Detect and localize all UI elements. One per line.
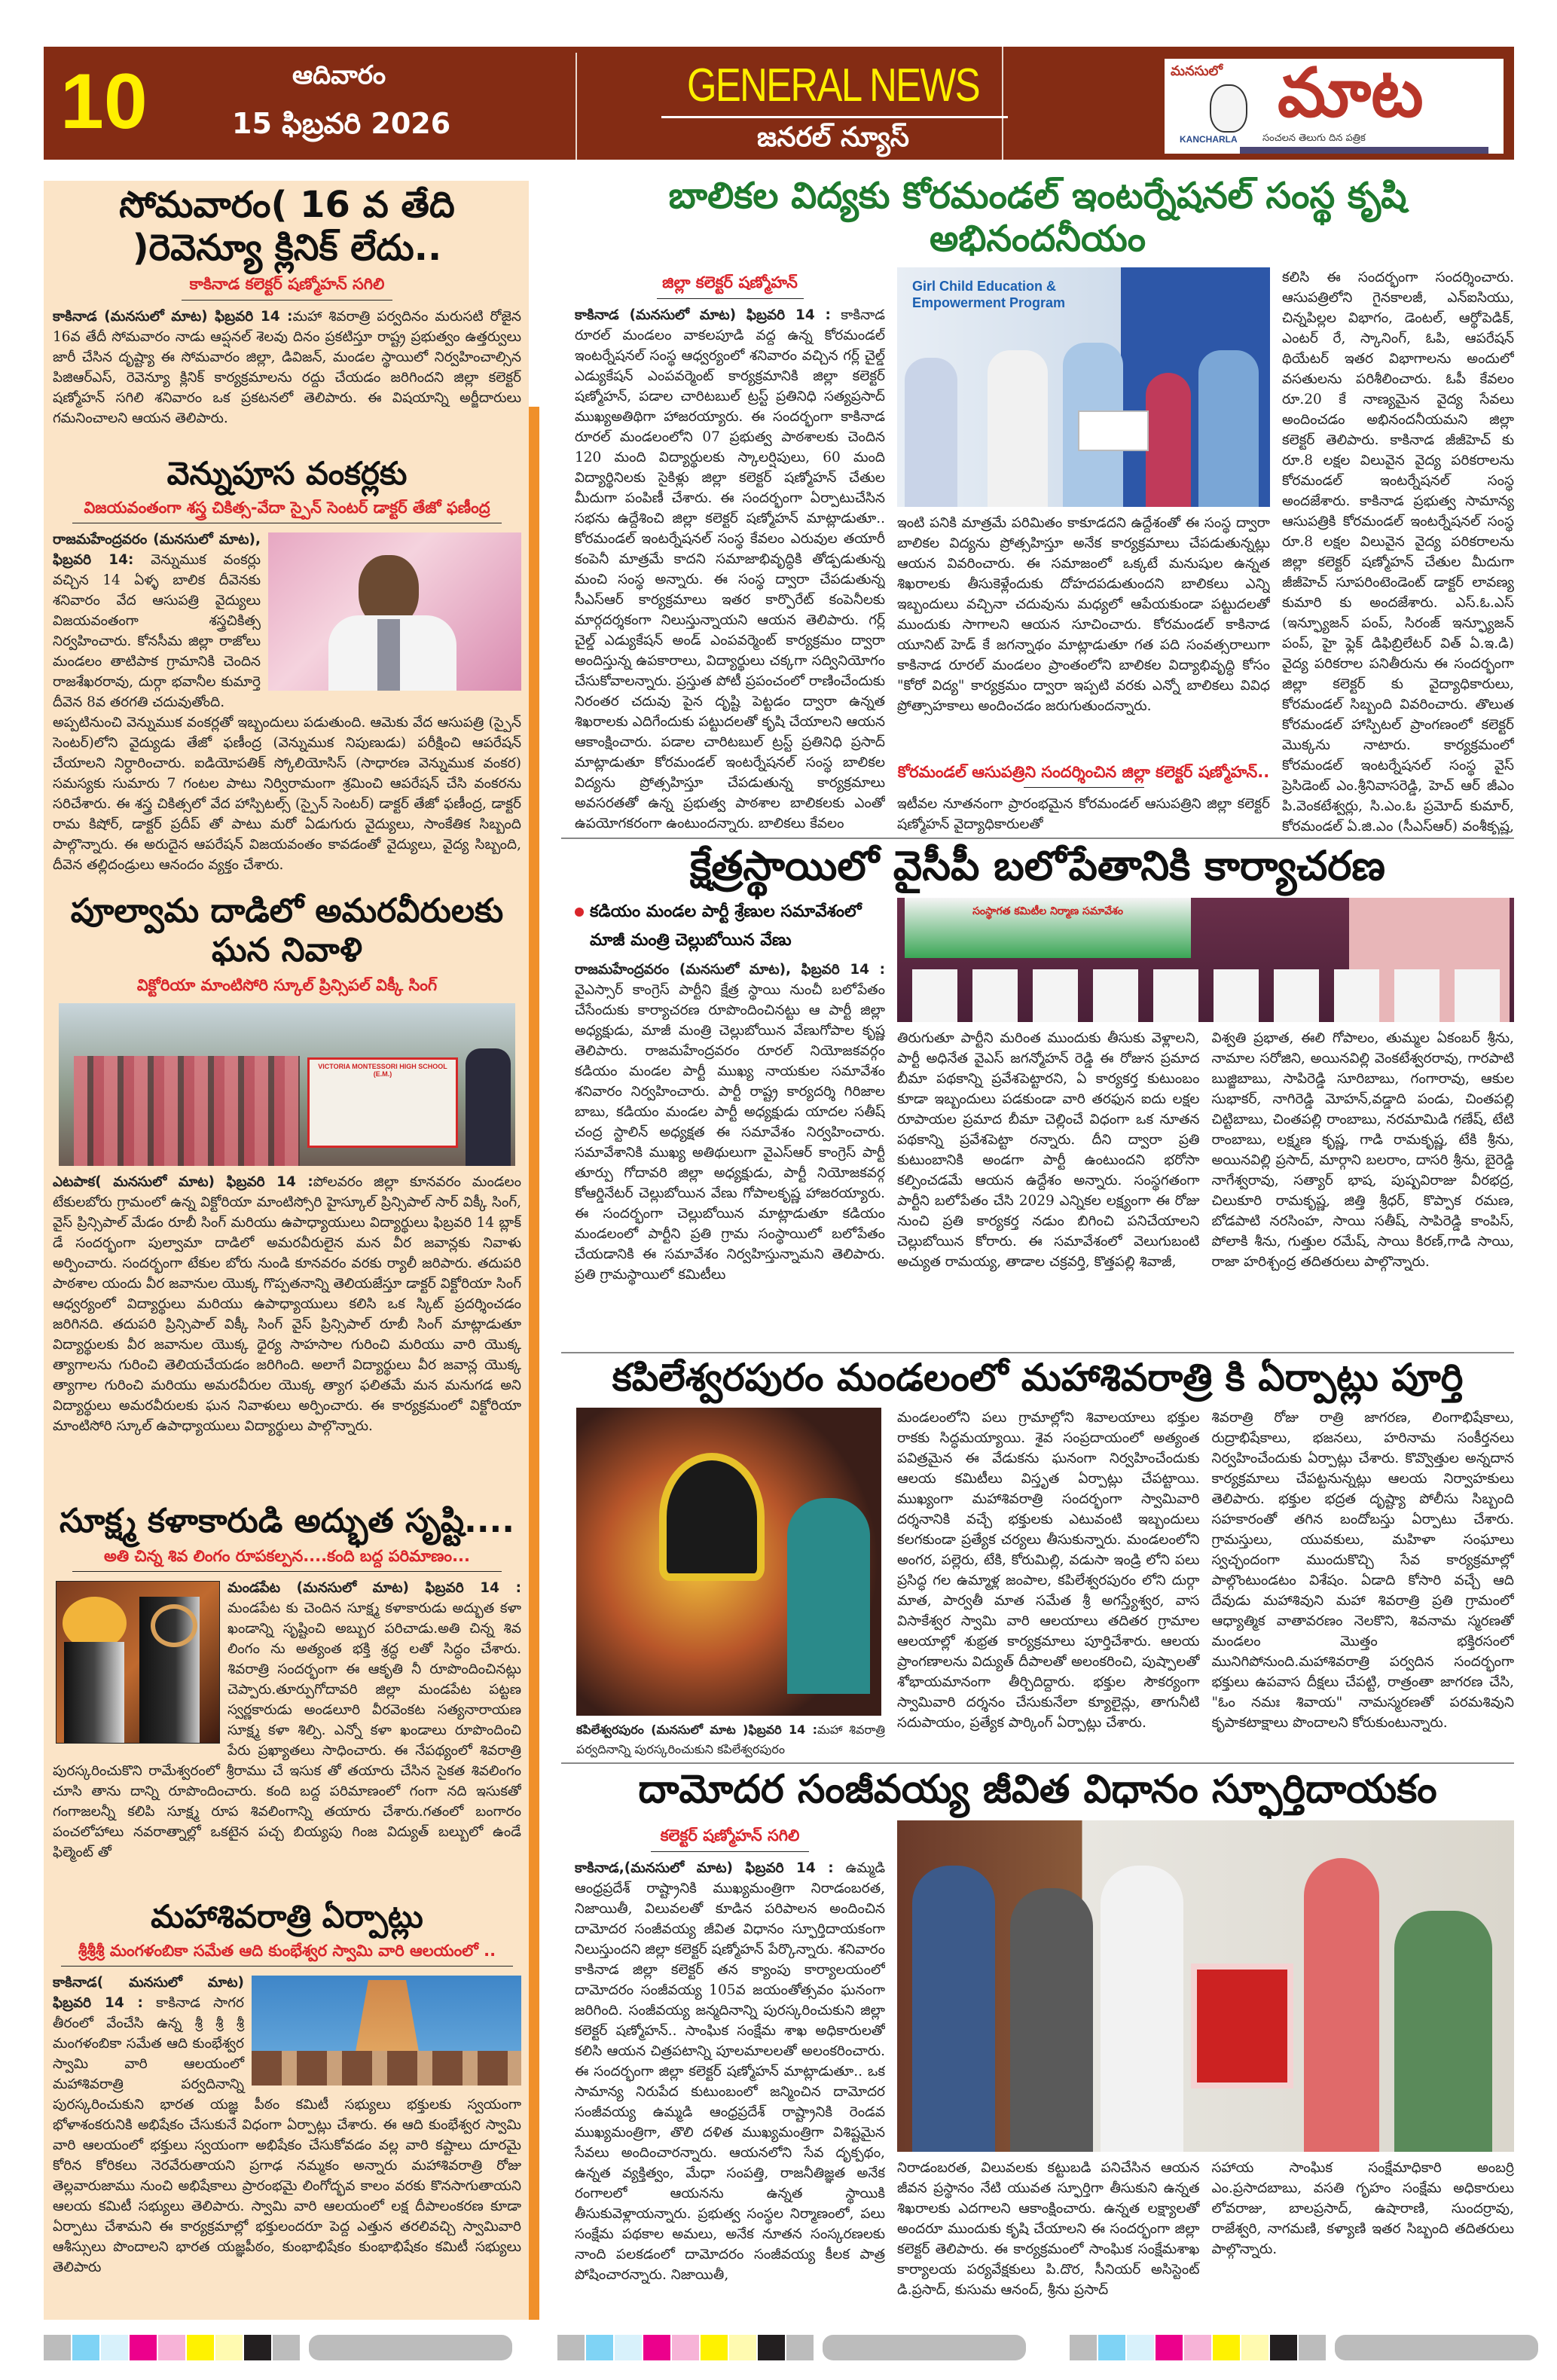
headline-spine: వెన్నుపూస వంకర్లకు	[166, 455, 408, 492]
story-pulwama	[53, 892, 521, 1499]
article-body	[575, 960, 885, 1349]
article-kapileswarapuram	[561, 1356, 1514, 1759]
headline-damodara-sanjeevaiah: దామోదర సంజీవయ్య జీవిత విధానం స్ఫూర్తిదాయకం	[638, 1767, 1437, 1812]
gray-pill-swatch	[309, 2335, 512, 2360]
story-spine	[53, 455, 521, 889]
color-swatch	[72, 2335, 99, 2360]
article-body	[53, 1578, 521, 1895]
day-label: ఆదివారం	[292, 60, 386, 90]
subheadline-hospital-visit: కోరమండల్ ఆసుపత్రిని సందర్శించిన జిల్లా కలెక్టర్ షణ్మోహన్..	[897, 762, 1270, 781]
temple-photo	[252, 1976, 521, 2086]
color-swatch	[643, 2335, 670, 2360]
section-divider	[561, 1762, 1514, 1764]
article-body-continued: ఈ ఆది కుంభేశ్వర స్వామి వారి ఆలయంలో భక్తులు స్వయంగా అభిషేకం చేసుకోవడం వల్ల వారి కష్టాలు దూరమై కోరిన కోరికలు నెరవేరుతాయని ప్రగాఢ నమ్మకం అన్నారు మహాశివరాత్రి రోజు తెల్లవారుజాము నుంచి అభిషేకాలు ప్రారంభమై లింగోద్భవ కాలం వరకు కొనసాగుతాయని ఆలయ కమిటీ సభ్యులు తెలిపారు. స్వామి వారి ఆలయంలో లక్ష దీపాలంకరణ కూడా ఏర్పాటు చేశామని ఈ కార్యక్రమాల్లో భక్తులందరూ పెద్ద ఎత్తున తరలివచ్చి స్వామివారి ఆశీస్సులు పొందాలని భారత యజ్ఞపీఠం, కుంభాభిషేకం కుంభాభిషేకం కమిటీ సభ్యులు తెలిపారు	[53, 2116, 521, 2275]
color-swatch	[786, 2335, 814, 2360]
meeting-banner: సంస్థాగత కమిటీల నిర్మాణ సమావేశం	[905, 898, 1191, 958]
article-body-col2: నిరాడంబరత, విలువలకు కట్టుబడి పనిచేసిన ఆయన జీవన ప్రస్థానం నేటి యువత స్ఫూర్తిగా తీసుకుని ఉన్నత శిఖరాలకు ఎదగాలని ఆకాంక్షించారు. ఉన్నత లక్ష్యాలతో అందరూ ముందుకు కృషి చేయాలని ఈ సందర్భంగా జిల్లా కలెక్టర్ తెలిపారు. ఈ కార్యక్రమంలో సాంఘిక సంక్షేమశాఖ కార్యాలయ పర్యవేక్షకులు పి.దొర, సీనియర్ అసిస్టెంట్ డి.ప్రసాద్, కుసుమ ఆనంద్, శ్రీను ప్రసాద్	[897, 2160, 1200, 2299]
orange-accent-bar	[529, 407, 539, 2320]
dateline: కపిలేశ్వరపురం (మనసులో మాట )ఫిబ్రవరి 14 :	[576, 1722, 817, 1737]
story-shivaratri-arrangements	[53, 1898, 521, 2317]
doctor-photo	[268, 532, 521, 691]
color-swatch	[187, 2335, 214, 2360]
gray-pill-swatch	[1335, 2335, 1538, 2360]
color-swatch	[586, 2335, 613, 2360]
color-swatch	[158, 2335, 185, 2360]
dateline: ఎటపాక( మనసులో మాట) ఫిబ్రవరి 14 :	[53, 1174, 313, 1191]
dateline: కాకినాడ (మనసులో మాట) ఫిబ్రవరి 14 :	[53, 308, 293, 325]
color-swatch	[672, 2335, 699, 2360]
subheadline: విజయవంతంగా శస్త్ర చికిత్స-వేదా స్పైన్ సెంటర్ డాక్టర్ తేజో ఫణీంద్ర	[84, 498, 490, 517]
bullet-point	[575, 898, 885, 955]
rule	[61, 1966, 513, 1967]
subheadline: శ్రీశ్రీశ్రీ మంగళంబికా సమేత ఆది కుంభేశ్వర స్వామి వారి ఆలయంలో ..	[78, 1941, 496, 1960]
section-divider	[561, 838, 1514, 839]
article-body-col3: శివరాత్రి రోజు రాత్రి జాగరణ, లింగాభిషేకాలు, రుద్రాభిషేకాలు, భజనలు, హరినామ సంకీర్తనలు నిర్వహించేందుకు ఏర్పాట్లు చేశారు. కొవ్వొత్తుల అన్నదాన కార్యక్రమాలు చేపట్టనున్నట్లు ఆలయ నిర్వాహకులు తెలిపారు. భక్తుల భద్రత దృష్ట్యా పోలీసు సిబ్బంది సహకారంతో తగిన బందోబస్తు ఏర్పాటు చేశారు. గ్రామస్తులు, యువకులు, మహిళా సంఘాలు స్వచ్ఛందంగా ముందుకొచ్చి సేవ కార్యక్రమాల్లో పాల్గొంటుండటం విశేషం. ఏడాది కోసారి వచ్చే ఆది దేవుడు మహాశివుని మహా శివరాత్రి ప్రతి గ్రామంలో ఆధ్యాత్మిక వాతావరణం నెలకొని, శివనామ స్మరణతో మండలం మొత్తం భక్తిరసంలో మునిగిపోనుంది.మహాశివరాత్రి పర్వదిన సందర్భంగా భక్తులు ఉపవాస దీక్షలు చేపట్టి, రాత్రంతా జాగరణ చేసి, "ఓం నమః శివాయ" నామస్మరణతో పరమశివుని కృపాకటాక్షాలు పొందాలని కోరుకుంటున్నారు.	[1211, 1410, 1514, 1731]
article-body	[53, 1973, 521, 2317]
rally-photo	[59, 1003, 515, 1166]
byline: కలెక్టర్ షణ్మోహన్ సగిలి	[660, 1826, 800, 1845]
logo-tagline: సంచలన తెలుగు దిన పత్రిక	[1262, 133, 1366, 144]
article-body-col2: మండలంలోని పలు గ్రామాల్లోని శివాలయాలు భక్తుల రాకకు సిద్ధమయ్యాయి. శైవ సంప్రదాయంలో అత్యంత పవిత్రమైన ఈ వేడుకను ఘనంగా నిర్వహించేందుకు ఆలయ కమిటీలు విస్తృత ఏర్పాట్లు చేపట్టాయి. ముఖ్యంగా మహాశివరాత్రి సందర్భంగా స్వామివారి దర్శనానికి వచ్చే భక్తులకు ఎటువంటి ఇబ్బందులు కలగకుండా ప్రత్యేక చర్యలు తీసుకున్నారు. మండలంలోని అంగర, పల్లెరు, టేకి, కోరుమిల్లి, వడుసా ఇండ్రి లోని పలు ప్రసిద్ధ గల ఉమ్మాళ్ల జంపాల, కపిలేశ్వరపురం లోని దుర్గా మాత, పార్వతీ మాత సమేత శ్రీ అగస్త్యేశ్వర, వాస విసాకేశ్వర స్వామి వారి ఆలయాలు తదితర గ్రామాల ఆలయాల్లో శుభ్రత కార్యక్రమాలు పూర్తిచేశారు. ఆలయ ప్రాంగణాలను విద్యుత్ దీపాలతో అలంకరించి, పుష్పాలతో శోభాయమానంగా తీర్చిదిద్దారు. భక్తుల సౌకర్యంగా స్వామివారి దర్శనం చేసుకునేలా క్యూలైన్లు, తాగునీటి సదుపాయం, ప్రత్యేక పార్కింగ్ ఏర్పాట్లు చేశారు.	[897, 1410, 1200, 1731]
section-rule	[661, 116, 1008, 118]
rule	[1024, 787, 1144, 788]
article-coromandel	[561, 175, 1514, 835]
logo-bar	[1240, 147, 1488, 154]
body-text: కాకినాడ సాగర తీరంలో వేంచేసి ఉన్న శ్రీ శ్రీ శ్రీ మంగళంబికా సమేత ఆది కుంభేశ్వర స్వామి వారి ఆలయంలో మహాశివరాత్రి పర్వదినాన్ని పురస్కరించుకుని భారత యజ్ఞ పీఠం కమిటీ సభ్యులు భక్తులకు స్వయంగా భోళాశంకరునికి అభిషేకం చేసుకునే విధంగా ఏర్పాట్లు చేశారు.	[53, 1994, 521, 2133]
gray-pill-swatch	[823, 2335, 1026, 2360]
color-swatch	[130, 2335, 157, 2360]
rule	[657, 298, 804, 299]
color-swatch	[1098, 2335, 1125, 2360]
story-micro-art	[53, 1502, 521, 1895]
body-text: వైఎస్సార్ కాంగ్రెస్ పార్టీని క్షేత్ర స్థాయి నుంచీ బలోపేతం చేసేందుకు కార్యాచరణ రూపొందించినట్టు ఆ పార్టీ జిల్లా అధ్యక్షుడు, మాజీ మంత్రి చెల్లుబోయిన వేణుగోపాల కృష్ణ తెలిపారు. రాజమహేంద్రవరం రూరల్ నియోజకవర్గం కడియం మండల పార్టీ ముఖ్య నాయకుల సమావేశం శనివారం నిర్వహించారు. పార్టీ రాష్ట్ర కార్యదర్శి గిరిజాల బాబు, కడియం మండల పార్టీ అధ్యక్షుడు యాదల సతీష్ చంద్ర స్టాలిన్ అధ్యక్షత ఈ సమావేశం నిర్వహించారు. సమావేశానికి ముఖ్య అతిథులుగా వైఎస్ఆర్ కాంగ్రెస్ పార్టీ తూర్పు గోదావరి జిల్లా అధ్యక్షుడు, పార్టీ నియోజకవర్గ కోఆర్డినేటర్ చెల్లుబోయిన వేణు గోపాలకృష్ణ హాజరయ్యారు. ఈ సందర్భంగా చెల్లుబోయిన మాట్లాడుతూ కడియం మండలంలో పార్టీని ప్రతి గ్రామ సంస్థాయిలో బలోపేతం చేయడానికి ఈ సమావేశం నిర్వహిస్తున్నామని తెలిపారు. ప్రతి గ్రామస్థాయిలో కమిటీలు	[575, 981, 885, 1283]
body-text: కాకినాడ రూరల్ మండలం వాకలపూడి వద్ద ఉన్న కోరమండల్ ఇంటర్నేషనల్ సంస్థ ఆధ్వర్యంలో శనివారం వచ్చిన గర్ల్ చైల్డ్ ఎడ్యుకేషన్ ఎంపవర్మెంట్ కార్యక్రమానికి జిల్లా కలెక్టర్ షణ్మోహన్, పడాల చారిటబుల్ ట్రస్ట్ ప్రతినిధి సత్యప్రసాద్ ముఖ్యఅతిథిగా హాజరయ్యారు. ఈ సందర్భంగా కాకినాడ రూరల్ మండలంలోని 07 ప్రభుత్వ పాఠశాలకు చెందిన 120 మంది విద్యార్థులకు స్కాలర్షిపులు, 60 మంది విద్యార్థినిలకు సైకిళ్లు జిల్లా కలెక్టర్ షణ్మోహన్ చేతుల మీదుగా పంపిణీ చేశారు. ఈ సందర్భంగా ఏర్పాటుచేసిన సభను ఉద్దేశించి జిల్లా కలెక్టర్ షణ్మోహన్ మాట్లాడుతూ.. కోరమండల్ ఇంటర్నేషనల్ సంస్థ కేవలం ఎరువుల తయారీ కంపెనీ మాత్రమే కాదని సమాజాభివృద్ధికి తోడ్పడుతున్న మంచి సంస్థ అన్నారు. ఈ సంస్థ ద్వారా చేపడుతున్న సీఎస్ఆర్ కార్యక్రమాలు ఇతర కార్పొరేట్ కంపెనీలకు మార్గదర్శకంగా నిలుస్తున్నాయని ఆయన తెలిపారు. గర్ల్ చైల్డ్ ఎడ్యుకేషన్ అండ్ ఎంపవర్మెంట్ కార్యక్రమం ద్వారా అందిస్తున్న ఉపకారాలు, విద్యార్థులు చక్కగా సద్వినియోగం చేసుకోవాలన్నారు. ప్రస్తుత పోటీ ప్రపంచంలో రాణించేందుకు నిరంతర చదువు పైన దృష్టి పెట్టడం ద్వారా ఉన్నత శిఖరాలకు ఎదిగేందుకు పట్టుదలతో కృషి చేయాలని ఆయన ఆకాంక్షించారు. పడాల చారిటబుల్ ట్రస్ట్ ప్రతినిధి ప్రసాద్ మాట్లాడుతూ కోరమండల్ ఇంటర్నేషనల్ సంస్థ బాలికల విద్యను ప్రోత్సహిస్తూ చేపడుతున్న కార్యక్రమాలు అవసరతతో ఉన్న ప్రభుత్వ పాఠశాల బాలికలకు ఎంతో ఉపయోగకరంగా ఉంటుందన్నారు. బాలికలు కేవలం	[575, 307, 885, 831]
article-body	[53, 1172, 521, 1499]
body-text: మండపేట కు చెందిన సూక్ష్మ కళాకారుడు అద్భుత కళా ఖండాన్ని సృష్టించి అబ్బుర పరిచాడు.అతి చిన్న శివ లింగం ను అత్యంత భక్తి శ్రద్ధ లతో సిద్ధం చేశారు. శివరాత్రి సందర్భంగా ఈ ఆకృతి నీ రూపొందించినట్లు చెప్పారు.తూర్పుగోదావరి జిల్లా మండపేట పట్టణ స్వర్ణకారుడు అండలూరి వీరవెంకట సత్యనారాయణ సూక్ష్మ కళా శిల్పి. ఎన్నో కళా	[227, 1600, 521, 1739]
portrait-icon	[1210, 84, 1247, 133]
article-ysrcp	[561, 842, 1514, 1349]
subheadline: అతి చిన్న శివ లింగం రూపకల్పన....కంది బద్ద పరిమాణం...	[103, 1546, 471, 1565]
body-text: వెన్నుముక వంకర్లు వచ్చిన 14 ఏళ్ళ బాలిక దీవెనకు శనివారం వేద ఆసుపత్రి వైద్యులు విజయవంతంగా శస్త్రచికిత్స నిర్వహించారు. కోనసీమ జిల్లా రాజోలు మండలం తాటిపాక గ్రామానికి చెందిన రాజశేఖరరావు, దుర్గా భవానీల కుమార్తె దీవెన 8వ తరగతి చదువుతోంది.	[53, 551, 261, 710]
bullet-text: కడియం మండల పార్టీ శ్రేణుల సమావేశంలో మాజీ మంత్రి చెల్లుబోయిన వేణు	[590, 902, 862, 950]
rule	[651, 1851, 809, 1852]
headline-revenue-clinic: సోమవారం( 16 వ తేది )రెవెన్యూ క్లినిక్ లేదు..	[119, 184, 455, 269]
color-swatch	[244, 2335, 271, 2360]
color-swatch	[615, 2335, 642, 2360]
shiva-lingam-decoration-photo	[576, 1408, 881, 1716]
color-swatch	[1299, 2335, 1326, 2360]
headline-shivaratri-arrangements: మహాశివరాత్రి ఏర్పాట్లు	[151, 1898, 423, 1935]
color-swatch	[557, 2335, 585, 2360]
color-swatch	[1070, 2335, 1097, 2360]
page-number: 10	[60, 58, 148, 145]
headline-coromandel: బాలికల విద్యకు కోరమండల్ ఇంటర్నేషనల్ సంస్థ కృషి అభినందనీయం	[668, 175, 1407, 260]
article-body-continued: ఖండాలు రూపొందించి పేరు ప్రఖ్యాతలు సాధించారు. ఈ నేపథ్యంలో శివరాత్రి పురస్కరించుకొని రామేశ్వరంలో శ్రీరాము చే ఇసుక తో తయారు చేసిన సైకత శివలింగం చూసి తాను దాన్ని రూపొందించారు. కంది బద్ద పరిమాణంలో గంగా నది ఇసుకతో గంగాజలన్నీ కలిపి సూక్ష్మ రూప శివలింగాన్ని తయారు చేశారు.గతంలో బంగారం పంచలోహాలు నవరాత్నాల్లో ఒకటైన పచ్చ బియ్యపు గింజ విద్యుత్ బల్బులో ఉండే ఫిల్మెంట్ తో	[53, 1722, 521, 1861]
article-body-continued: ఇటీవల నూతనంగా ప్రారంభమైన కోరమండల్ ఆసుపత్రిని జిల్లా కలెక్టర్ షణ్మోహన్ వైద్యాధికారులతో	[897, 796, 1270, 832]
article-body-col3: విశ్వతి ప్రభాత, ఈలి గోపాలం, తుమ్మల ఏకంబర్ శ్రీను, నామాల సరోజిని, అయినవిల్లి వెంకటేశ్వరరావు, గారపాటి బుజ్జిబాబు, సాపిరెడ్డి సూరిబాబు, గంగారావు, ఆకుల సుభాకర్, నాగిరెడ్డి మోహన్,వడ్డాది పండు, చింతపల్లి చిట్టిబాబు, చింతపల్లి రాంబాబు, నరమామిడి గణేష్, టేటి రాంబాబు, లక్ష్మణ కృష్ణ, గాడి రామకృష్ణ, టేకి శ్రీను, అయినవిల్లి ప్రసాద్, మార్గాని బలరాం, దాసరి శ్రీను, బైరెడ్డి నాగేశ్వరావు, సత్యార్ భాష, పుష్పవిరాజు వీరభద్ర, చిలుకూరి రామకృష్ణ, జిత్తి శ్రీధర్, కొప్పాక రమణ, బోడపాటి నరసింహ, సాయి సతీష్, సాపిరెడ్డి కాంపిస్, పోలాకి శీను, గుత్తుల రమేష్, సాయి కిరణ్,గాడి సాయి, రాజా హరిశ్చంద్ర తదితరులు పాల్గొన్నారు.	[1211, 1030, 1514, 1270]
bullet-icon	[575, 908, 584, 917]
color-swatch	[1184, 2335, 1211, 2360]
subheadline: విక్టోరియా మాంటిసోరి స్కూల్ ప్రిన్సిపల్ విక్కీ సింగ్	[136, 975, 438, 994]
rule	[182, 300, 392, 301]
article-body-continued: ఇంటి పనికి మాత్రమే పరిమితం కాకూడదని ఉద్దేశంతో ఈ సంస్థ ద్వారా బాలికల విద్యను ప్రోత్సహిస్తూ అనేక కార్యక్రమాలు చేపడుతున్నట్లు ఆయన వివరించారు. ఈ సమాజంలో ఒక్కటే మనుషుల ఉన్నత శిఖరాలకు తీసుకెళ్లేందుకు దోహదపడుతుందని బాలికలు ఎన్ని ఇబ్బందులు వచ్చినా చదువును మధ్యలో ఆపేయకుండా పట్టుదలతో ముందుకు సాగాలని ఆయన సూచించారు. కోరమండల్ కాకినాడ యూనిట్ హెడ్ కే జగన్నాథం మాట్లాడుతూ గత పది సంవత్సరాలుగా కాకినాడ రూరల్ మండలం ప్రాంతంలోని బాలికల విద్యాభివృద్ధి కోసం "కోరో విద్య" కార్యక్రమం ద్వారా ఇప్పటి వరకు ఎన్నో బాలికలు వివిధ ప్రోత్సాహకాలు అందించడం జరుగుతుందన్నారు.	[897, 515, 1270, 715]
article-body-right	[1282, 267, 1514, 835]
divider	[575, 53, 577, 160]
coromandel-event-photo	[897, 267, 1270, 507]
headline-kapileswarapuram: కపిలేశ్వరపురం మండలంలో మహాశివరాత్రి కి ఏర్పాట్లు పూర్తి	[612, 1356, 1464, 1399]
caption-text: మహా శివరాత్రి పర్వదినాన్ని పురస్కరించుకుని కపిలేశ్వరపురం	[576, 1722, 885, 1756]
body-text: మహా శివరాత్రి పర్వదినం మరుసటి రోజైన 16వ తేదీ సోమవారం నాడు ఆప్షనల్ శెలవు దినం ప్రకటిస్తూ రాష్ట్ర ప్రభుత్వం ఉత్తర్వులు జారీ చేసిన దృష్ట్యా ఈ సోమవారం జిల్లా, డివిజన్, మండల స్థాయిలో నిర్వహించాల్సిన పిజిఆర్ఎస్, రెవెన్యూ క్లినిక్ కార్యక్రమాలను రద్దు చేయడం జరిగిందని జిల్లా కలెక్టర్ షణ్మోహన్ సగిలి శనివారం ఒక ప్రకటనలో తెలిపారు. ఈ విషయాన్ని అర్జీదారులు గమనించాలని ఆయన తెలిపారు.	[53, 308, 521, 426]
dateline: కాకినాడ (మనసులో మాట) ఫిబ్రవరి 14 :	[575, 307, 831, 323]
color-swatch	[101, 2335, 128, 2360]
dateline: రాజమహేంద్రవరం (మనసులో మాట), ఫిబ్రవరి 14:	[53, 531, 261, 568]
color-swatch	[729, 2335, 756, 2360]
photo-caption	[576, 1720, 885, 1759]
article-body	[53, 529, 521, 889]
body-text: పోలవరం జిల్లా కూనవరం మండలం టేకులబోరు గ్రామంలో ఉన్న విక్టోరియా మాంటిస్సోరి హైస్కూల్ ప్రిన్సిపాల్ సార్ విక్కీ సింగ్, వైస్ ప్రిన్సిపాల్ మేడం రూబీ సింగ్ మరియు ఉపాధ్యాయులు విద్యార్థులు ఫిబ్రవరి 14 బ్లాక్ డే సందర్భంగా పుల్వామా దాడిలో అమరవీరులైన మన వీర జవాన్లకు నివాళు అర్పించారు. సందర్భంగా టేకుల బోరు నుండి కూనవరం వరకు ర్యాలీ జరిపారు. తదుపరి పాఠశాల యందు వీర జవానుల యొక్క గొప్పతనాన్ని తెలియజేస్తూ డాక్టర్ విక్టోరియా సింగ్ ఆధ్వర్యంలో విద్యార్థులు మరియు ఉపాధ్యాయులు కలిసి ఒక స్కిట్ ప్రదర్శించడం జరిగినది. తదుపరి ప్రిన్సిపాల్ విక్కీ సింగ్ వైస్ ప్రిన్సిపాల్ రూబీ సింగ్ మాట్లాడుతూ విద్యార్థులకు వీర జవానుల యొక్క ధైర్య సాహసాల గురించి మరియు వారి యొక్క త్యాగాలను గురించి తెలియచేయడం జరిగింది. అలాగే విద్యార్థులు వీర జవాన్ల యొక్క త్యాగాల గురించి మరియు అమరవీరుల యొక్క త్యాగ ఫలితమే మన మనుగడ అని విద్యార్థులు అమరవీరులకు ఘన నివాళులు అర్పించారు. ఈ కార్యక్రమంలో విక్టోరియా మాంటిసోరి స్కూల్ ఉపాధ్యాయులు విద్యార్థులు పాల్గొన్నారు.	[53, 1174, 521, 1435]
dateline: రాజమహేంద్రవరం (మనసులో మాట), ఫిబ్రవరి 14 :	[575, 961, 885, 978]
color-swatch	[44, 2335, 71, 2360]
school-banner: VICTORIA MONTESSORI HIGH SCHOOL (E.M.)	[307, 1057, 458, 1148]
byline: జిల్లా కలెక్టర్ షణ్మోహన్	[662, 273, 798, 292]
article-body-continued: అప్పటినుంచి వెన్నుముక వంకర్లతో ఇబ్బందులు పడుతుంది. ఆమెకు వేద ఆసుపత్రి (స్పైన్ సెంటర్)లోని వైద్యుడు తేజో ఫణీంద్ర (వెన్నుముక నిపుణుడు) పరీక్షించి ఆపరేషన్ చేయాలని నిర్ధారించారు. ఐడియోపతిక్ స్కోలియోసిస్ (సాధారణ వెన్నుముక వంకర) సమస్యకు సుమారు 7 గంటల పాటు నిర్విరామంగా శ్రమించి ఆపరేషన్ చేసి వంకరను సరిచేశారు. ఈ శస్త్ర చికిత్సలో వేద హాస్పిటల్స్ (స్పైన్ సెంటర్) డాక్టర్ తేజో ఫణీంద్ర, డాక్టర్ రామ కిషోర్, డాక్టర్ ప్రదీప్ తో పాటు మరో ఏడుగురు వైద్యులు, సాంకేతిక సిబ్బంది పాల్గొన్నారు. ఈ అరుదైన ఆపరేషన్ విజయవంతం కావడంతో వైద్యులు, వైద్య సిబ్బంది, దీవెన తల్లిదండ్రులు ఆనందం వ్యక్తం చేశారు.	[53, 714, 521, 873]
byline: కాకినాడ కలెక్టర్ షణ్మోహన్ సగిలి	[189, 275, 385, 294]
tribute-photo	[897, 1820, 1514, 2152]
shiva-lingam-photo	[56, 1581, 220, 1744]
article-damodara-sanjeevaiah	[561, 1767, 1514, 2320]
masthead	[44, 47, 1514, 160]
color-swatch	[1270, 2335, 1297, 2360]
section-divider	[561, 1352, 1514, 1353]
color-swatch	[701, 2335, 728, 2360]
section-title-english: GENERAL NEWS	[686, 60, 980, 111]
meeting-photo	[897, 898, 1514, 1022]
headline-micro-art: సూక్ష్మ కళాకారుడి అద్భుత సృష్టి....	[60, 1502, 514, 1540]
headline-ysrcp: క్షేత్రస్థాయిలో వైసీపీ బలోపేతానికి కార్యాచరణ	[690, 842, 1385, 889]
color-swatch	[1127, 2335, 1154, 2360]
logo-small-text: మనసులో	[1171, 63, 1223, 79]
color-swatch	[1213, 2335, 1240, 2360]
article-body-col2: తిరుగుతూ పార్టీని మరింత ముందుకు తీసుకు వెళ్లాలని, పార్టీ అధినేత వైఎస్ జగన్మోహన్ రెడ్డి ఈ రోజున ప్రమాద బీమా పథకాన్ని ప్రవేశపెట్టారని, ఏ కార్యకర్త కుటుంబం కూడా ఇబ్బందులు పడకుండా వారి తరఫున ఐదు లక్షల రూపాయల ప్రమాద బీమా చెల్లించే విధంగా ఒక నూతన పథకాన్ని ప్రవేశపెట్టా రన్నారు. దీని ద్వారా ప్రతి కుటుంబానికి అండగా పార్టీ ఉంటుందని భరోసా కల్పించడమే ఆయన ఉద్దేశం అన్నారు. సంస్థగతంగా పార్టీని బలోపేతం చేసి 2029 ఎన్నికల లక్ష్యంగా ఈ రోజు నుంచి ప్రతి కార్యకర్త నడుం బిగించి పనిచేయాలని చెల్లుబోయిన కోరారు. ఈ సమావేశంలో వెలుగుబంటి అచ్యుత రామయ్య, తాడాల చక్రవర్తి, కొత్తపల్లి శివాజీ,	[897, 1030, 1200, 1270]
article-body	[53, 307, 521, 452]
color-swatch	[1241, 2335, 1268, 2360]
color-swatch	[1156, 2335, 1183, 2360]
dateline: మండపేట (మనసులో మాట) ఫిబ్రవరి 14 :	[227, 1580, 521, 1597]
color-swatch	[758, 2335, 785, 2360]
logo-main-text: మాట	[1278, 59, 1424, 133]
dateline: కాకినాడ( మనసులో మాట) ఫిబ్రవరి 14 :	[53, 1974, 244, 2011]
date-label: 15 ఫిబ్రవరి 2026	[232, 107, 451, 140]
story-revenue-clinic	[53, 184, 521, 452]
newspaper-logo	[1165, 59, 1504, 154]
color-swatch	[215, 2335, 243, 2360]
logo-brand: KANCHARLA	[1180, 134, 1238, 145]
body-text: కలిసి ఈ సందర్భంగా సందర్శించారు. ఆసుపత్రిలోని గైనకాలజీ, ఎన్ఐసియు, చిన్నపిల్లల విభాగం, డెంటల్, ఆర్థోపెడిక్, ఎంటర్ రే, స్కానింగ్, ఓపి, ఆపరేషన్ థియేటర్ ఇతర విభాగాలను అందులో వసతులను పరిశీలించారు. ఓపీ కేవలం రూ.20 కే నాణ్యమైన వైద్య సేవలు అందించడం అభినందనీయమని జిల్లా కలెక్టర్ తెలిపారు. కాకినాడ జీజీహెచ్ కు రూ.8 లక్షల విలువైన వైద్య పరికరాలను కోరమండల్ ఇంటర్నేషనల్ సంస్థ అందజేశారు. కాకినాడ ప్రభుత్వ సామాన్య ఆసుపత్రికి కోరమండల్ ఇంటర్నేషనల్ సంస్థ రూ.8 లక్షల విలువైన వైద్య పరికరాలను జిల్లా కలెక్టర్ షణ్మోహన్ చేతుల మీదుగా జీజీహెచ్ సూపరింటెండెంట్ డాక్టర్ లావణ్య కుమారి కు అందజేశారు. ఎస్.ఓ.ఎస్ (ఇన్ఫ్యూజన్ పంప్, సిరంజ్ ఇన్ఫ్యూజన్ పంప్, హై ఫ్లెక్ డిఫిబ్రిలేటర్ విత్ ఏ.ఇ.డి) వైద్య పరికరాల పనితీరును ఈ సందర్భంగా జిల్లా కలెక్టర్ కు వైద్యాధికారులు, కోరమండల్ సిబ్బంది వివరించారు. తొలుత కోరమండల్ హాస్పిటల్ ప్రాంగణంలో కలెక్టర్ మొక్కను నాటారు. కార్యక్రమంలో కోరమండల్ ఇంటర్నేషనల్ సంస్థ వైస్ ప్రెసిడెంట్ ఎం.శ్రీనివాసరెడ్డి, హెచ్ ఆర్ జీఎం పి.వెంకటేశ్వర్లు, సి.ఎం.ఓ ప్రమోద్ కుమార్, కోరమండల్ ఏ.జి.ఎం (సీఎస్ఆర్) వంశీకృష్ణ,	[1282, 270, 1514, 835]
rule	[72, 1571, 502, 1572]
article-body-col3: సహాయ సాంఘిక సంక్షేమాధికారి అంబర్రి ఎం.ప్రసాదబాబు, వసతి గృహం సంక్షేమ అధికారులు లోవరాజు, బాలప్రసాద్, ఉషారాణి, సుందర్రావు, రాజేశ్వరి, నాగమణి, కళ్యాణి ఇతర సిబ్బంది తదితరులు పాల్గొన్నారు.	[1211, 2160, 1514, 2258]
article-body	[575, 305, 885, 835]
section-title-telugu: జనరల్ న్యూస్	[756, 122, 910, 153]
dateline: కాకినాడ,(మనసులో మాట) ఫిబ్రవరి 14 :	[575, 1860, 834, 1876]
article-body	[575, 1858, 885, 2320]
body-text: ఉమ్మడి ఆంధ్రప్రదేశ్ రాష్ట్రానికి ముఖ్యమంత్రిగా నిరాడంబరత, నిజాయితీ, విలువలతో కూడిన పరిపాలన అందించిన దామోదర సంజీవయ్య జీవిత విధానం స్ఫూర్తిదాయకంగా నిలుస్తుందని జిల్లా కలెక్టర్ షణ్మోహన్ పేర్కొన్నారు. శనివారం కాకినాడ జిల్లా కలెక్టర్ తన క్యాంపు కార్యాలయంలో దామోదరం సంజీవయ్య 105వ జయంతోత్సవం ఘనంగా జరిగింది. సంజీవయ్య జన్మదినాన్ని పురస్కరించుకుని జిల్లా కలెక్టర్ షణ్మోహన్.. సాంఘిక సంక్షేమ శాఖ అధికారులతో కలిసి ఆయన చిత్రపటాన్ని పూలమాలలతో అలంకరించారు. ఈ సందర్భంగా జిల్లా కలెక్టర్ షణ్మోహన్ మాట్లాడుతూ.. ఒక సామాన్య నిరుపేద కుటుంబంలో జన్మించిన దామోదర సంజీవయ్య ఉమ్మడి ఆంధ్రప్రదేశ్ రాష్ట్రానికి రెండవ ముఖ్యమంత్రిగా, తొలి దళిత ముఖ్యమంత్రిగా విశిష్టమైన సేవలు అందించారన్నారు. ఆయనలోని సేవ దృక్పథం, ఉన్నత వ్యక్తిత్వం, మేధా సంపత్తి, రాజనీతిజ్ఞత అనేక రంగాలలో ఆయనను ఉన్నత స్థాయికి తీసుకువెళ్లాయన్నారు. ప్రభుత్వ సంస్థల నిర్మాణంలో, పలు సంక్షేమ పథకాల అమలు, అనేక నూతన సంస్కరణలకు నాంది పలకడంలో దామోదరం సంజీవయ్య కీలక పాత్ర పోషించారన్నారు. నిజాయితీ,	[575, 1860, 885, 2283]
headline-pulwama: పూల్వామ దాడిలో అమరవీరులకు ఘన నివాళి	[70, 892, 504, 969]
color-swatch	[273, 2335, 300, 2360]
event-banner: Girl Child Education & Empowerment Program	[912, 279, 1066, 311]
